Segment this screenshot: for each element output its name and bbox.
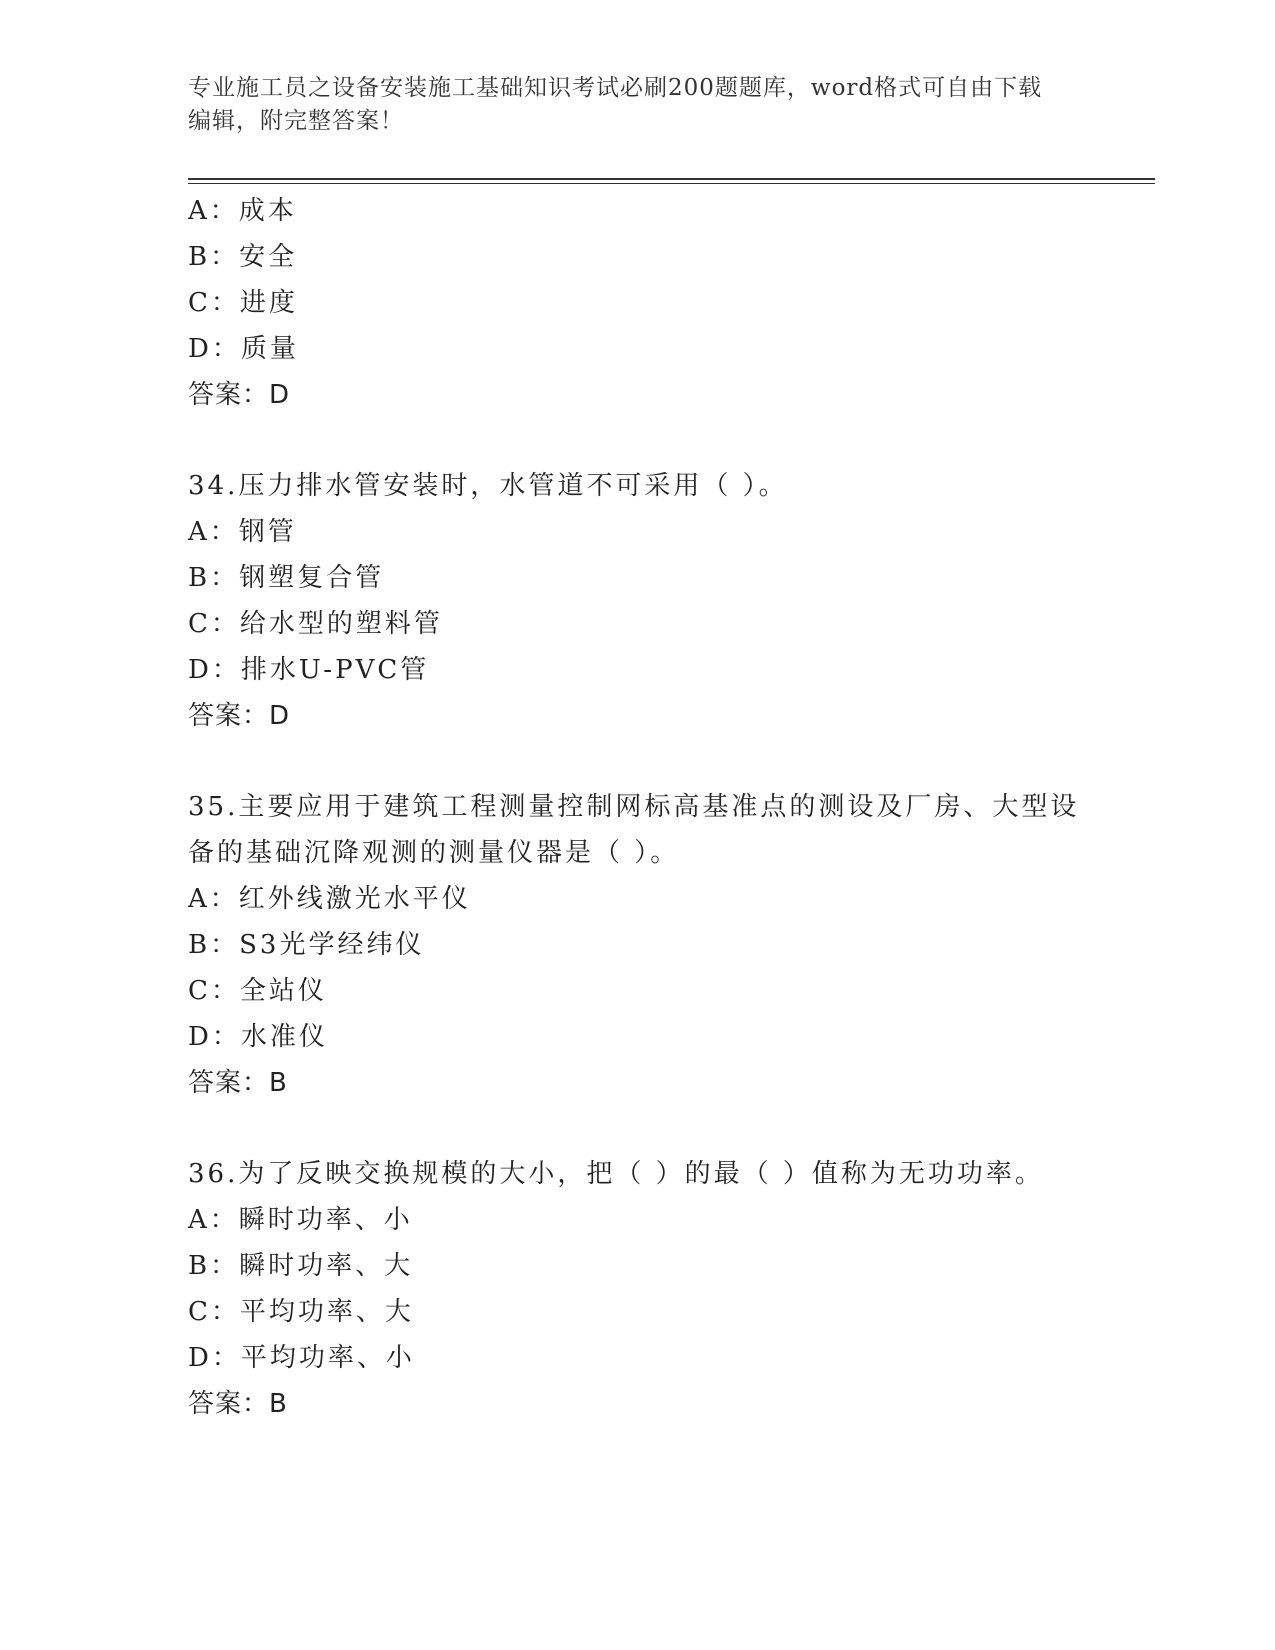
answer-line: 答案：D (188, 380, 291, 410)
document-header (188, 72, 1088, 138)
option-a: A：红外线激光水平仪 (188, 884, 471, 914)
question-stem: 35.主要应用于建筑工程测量控制网标高基准点的测设及厂房、大型设 (188, 792, 1080, 822)
option-c: C：平均功率、大 (188, 1297, 414, 1327)
question-content (188, 188, 1088, 1427)
question-stem: 36.为了反映交换规模的大小，把（ ）的最（ ）值称为无功功率。 (188, 1159, 1044, 1189)
answer-line: 答案：D (188, 701, 291, 731)
question-35 (188, 784, 1088, 1106)
answer-line: 答案：B (188, 1389, 288, 1419)
option-d: D：排水U-PVC管 (188, 655, 430, 685)
option-a: A：成本 (188, 196, 297, 226)
option-d: D：质量 (188, 334, 299, 364)
option-c: C：给水型的塑料管 (188, 609, 443, 639)
header-rule-thick (188, 178, 1155, 180)
option-a: A：钢管 (188, 517, 297, 547)
answer-line: 答案：B (188, 1068, 288, 1098)
option-d: D：平均功率、小 (188, 1343, 415, 1373)
header-line-1: 专业施工员之设备安装施工基础知识考试必刷200题题库，word格式可自由下载 (188, 75, 1043, 101)
question-stem-continued: 备的基础沉降观测的测量仪器是（ ）。 (188, 838, 680, 868)
question-stem: 34.压力排水管安装时，水管道不可采用（ ）。 (188, 471, 788, 501)
option-d: D：水准仪 (188, 1022, 328, 1052)
option-b: B：钢塑复合管 (188, 563, 385, 593)
option-a: A：瞬时功率、小 (188, 1205, 413, 1235)
option-b: B：S3光学经纬仪 (188, 930, 425, 960)
header-rule-thin (188, 183, 1155, 184)
question-34 (188, 463, 1088, 739)
header-line-2: 编辑，附完整答案！ (188, 108, 404, 134)
question-36 (188, 1151, 1088, 1427)
option-c: C：进度 (188, 288, 298, 318)
option-b: B：安全 (188, 242, 298, 272)
option-c: C：全站仪 (188, 976, 327, 1006)
prev-question-block (188, 188, 1088, 418)
option-b: B：瞬时功率、大 (188, 1251, 414, 1281)
